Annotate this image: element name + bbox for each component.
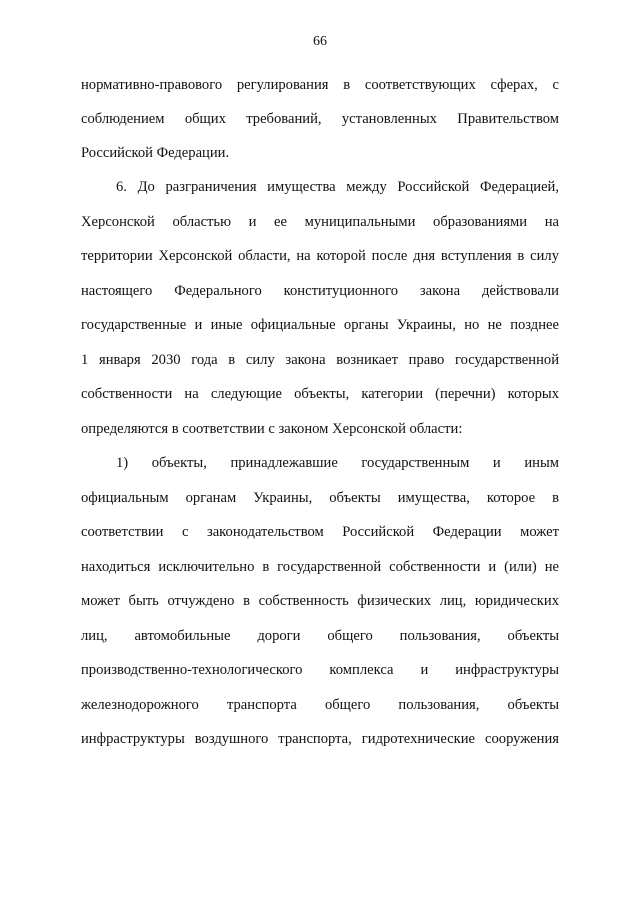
text-line: территории Херсонской области, на которой после дня вступления в силу: [81, 248, 559, 264]
text-line: находиться исключительно в государственной собственности и (или) не: [81, 559, 559, 575]
text-line: Херсонской областью и ее муниципальными образованиями на: [81, 214, 559, 230]
text-line: железнодорожного транспорта общего пользования, объекты: [81, 697, 559, 713]
paragraph-start-line: 6. До разграничения имущества между Российской Федерацией,: [116, 179, 559, 195]
text-line: собственности на следующие объекты, категории (перечни) которых: [81, 386, 559, 402]
text-line: Российской Федерации.: [81, 145, 230, 161]
text-line: производственно-технологического комплекса и инфраструктуры: [81, 662, 559, 678]
text-line: государственные и иные официальные органы Украины, но не позднее: [81, 317, 559, 333]
text-line: 1 января 2030 года в силу закона возникает право государственной: [81, 352, 559, 368]
text-line: соблюдением общих требований, установленных Правительством: [81, 111, 559, 127]
text-line: соответствии с законодательством Российской Федерации может: [81, 524, 559, 540]
text-line: инфраструктуры воздушного транспорта, гидротехнические сооружения: [81, 731, 559, 747]
text-line: лиц, автомобильные дороги общего пользования, объекты: [81, 628, 559, 644]
text-line: может быть отчуждено в собственность физических лиц, юридических: [81, 593, 559, 609]
paragraph-start-line: 1) объекты, принадлежавшие государственным и иным: [116, 455, 559, 471]
text-line: настоящего Федерального конституционного закона действовали: [81, 283, 559, 299]
text-line: нормативно-правового регулирования в соответствующих сферах, с: [81, 77, 559, 93]
text-line: определяются в соответствии с законом Херсонской области:: [81, 421, 463, 437]
text-line: официальным органам Украины, объекты имущества, которое в: [81, 490, 559, 506]
page-number: 66: [313, 34, 327, 49]
